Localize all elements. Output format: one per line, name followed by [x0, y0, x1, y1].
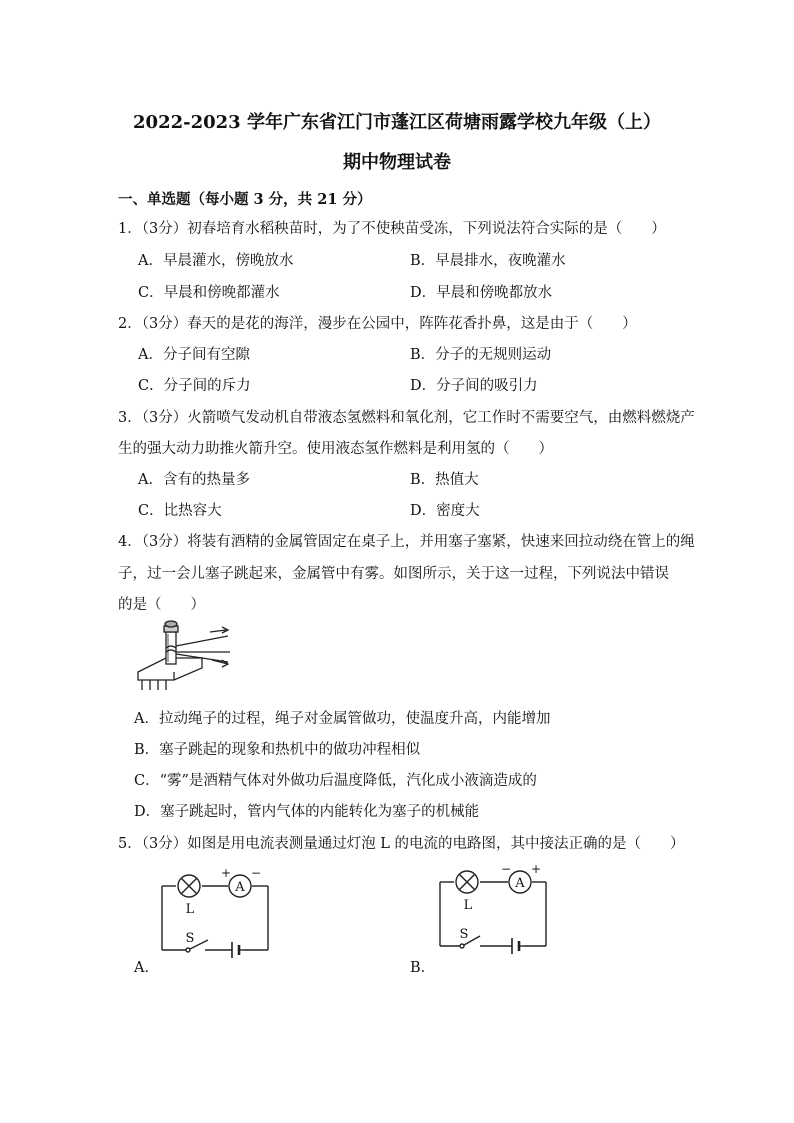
- ammeter-left-sign: −: [500, 864, 512, 876]
- lamp-label: L: [185, 902, 195, 917]
- question-4-stem-line-1: 4．（3分）将装有酒精的金属管固定在桌子上，并用塞子塞紧，快速来回拉动绕在管上的绳: [118, 534, 695, 550]
- ammeter-label: A: [515, 876, 525, 891]
- question-2-option-b: B．分子的无规则运动: [410, 347, 552, 363]
- question-5-option-a: A．: [134, 960, 159, 976]
- question-4-option-b: B．塞子跳起的现象和热机中的做功冲程相似: [134, 742, 421, 758]
- question-4-stem-line-2: 子，过一会儿塞子跳起来，金属管中有雾。如图所示，关于这一过程，下列说法中错误: [118, 566, 669, 582]
- section-heading: 一、单选题（每小题 3 分，共 21 分）: [118, 191, 372, 208]
- circuit-diagram-a: [150, 868, 280, 968]
- question-5-option-b: B．: [410, 960, 436, 976]
- question-3-option-d: D．密度大: [410, 503, 480, 519]
- question-2-stem: 2．（3分）春天的是花的海洋，漫步在公园中，阵阵花香扑鼻，这是由于（ ）: [118, 316, 637, 332]
- question-1-option-a: A．早晨灌水，傍晚放水: [138, 253, 294, 269]
- question-4-option-c: C．“雾”是酒精气体对外做功后温度降低，汽化成小液滴造成的: [134, 773, 537, 789]
- question-5-stem: 5．（3分）如图是用电流表测量通过灯泡 L 的电流的电路图，其中接法正确的是（ ）: [118, 836, 685, 852]
- question-3-option-c: C．比热容大: [138, 503, 222, 519]
- question-4-stem-line-3: 的是（ ）: [118, 597, 205, 613]
- exam-title-line-1: 2022-2023 学年广东省江门市蓬江区荷塘雨露学校九年级（上）: [133, 112, 661, 133]
- ammeter-left-sign: +: [220, 868, 232, 880]
- question-3-option-b: B．热值大: [410, 472, 479, 488]
- question-2-option-a: A．分子间有空隙: [138, 347, 250, 363]
- question-4-option-d: D．塞子跳起时，管内气体的内能转化为塞子的机械能: [134, 804, 480, 820]
- question-1-option-d: D．早晨和傍晚都放水: [410, 285, 553, 301]
- question-4-option-a: A．拉动绳子的过程，绳子对金属管做功，使温度升高，内能增加: [134, 711, 551, 727]
- pull-arrow: [210, 627, 228, 633]
- switch-symbol: [186, 948, 190, 952]
- question-3-stem-line-1: 3．（3分）火箭喷气发动机自带液态氢燃料和氧化剂，它工作时不需要空气，由燃料燃烧产: [118, 410, 695, 426]
- switch-symbol: [460, 944, 464, 948]
- metal-tube: [166, 632, 176, 664]
- exam-title-line-2: 期中物理试卷: [343, 152, 451, 173]
- question-1-option-b: B．早晨排水，夜晚灌水: [410, 253, 566, 269]
- question-4-figure: [136, 618, 236, 692]
- question-2-option-d: D．分子间的吸引力: [410, 378, 538, 394]
- question-3-stem-line-2: 生的强大动力助推火箭升空。使用液态氢作燃料是利用氢的（ ）: [118, 441, 553, 457]
- question-1-option-c: C．早晨和傍晚都灌水: [138, 285, 280, 301]
- switch-label: S: [185, 931, 195, 946]
- ammeter-right-sign: +: [530, 864, 542, 876]
- circuit-diagram-b: [428, 864, 558, 964]
- question-2-option-c: C．分子间的斥力: [138, 378, 251, 394]
- lamp-label: L: [463, 898, 473, 913]
- question-1-stem: 1．（3分）初春培育水稻秧苗时，为了不使秧苗受冻，下列说法符合实际的是（ ）: [118, 221, 666, 237]
- ammeter-label: A: [235, 880, 245, 895]
- switch-label: S: [459, 927, 469, 942]
- ammeter-right-sign: −: [250, 868, 262, 880]
- question-3-option-a: A．含有的热量多: [138, 472, 250, 488]
